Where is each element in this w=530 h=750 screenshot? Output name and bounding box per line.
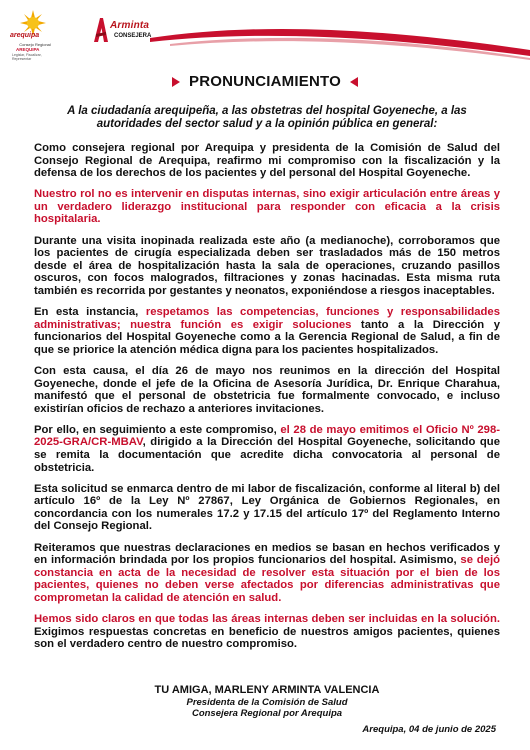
paragraph-9 xyxy=(34,613,500,651)
paragraph-4-text-a: En esta instancia, xyxy=(34,306,146,319)
paragraph-7: Esta solicitud se enmarca dentro de mi labor de fiscalización, conforme al literal b) del artículo 16º de la Ley Nº 27867, Ley Orgánica de Gobiernos Regionales, en concordancia con los numerales 17.2 y 17.15 del artículo 17º del Reglamento Interno del Consejo Regional. xyxy=(34,482,500,533)
header-swoosh-graphic xyxy=(0,0,530,62)
logo-line-2: AREQUIPA xyxy=(16,47,40,52)
paragraph-9-text-b: Exigimos respuestas concretas en beneficio de nuestros amigos pacientes, quienes son el verdadero centro de nuestro compromiso. xyxy=(34,625,500,651)
paragraph-9-highlight: Hemos sido claros en que todas las áreas internas deben ser incluidas en la solución. xyxy=(34,613,500,625)
triangle-left-icon xyxy=(350,77,358,87)
paragraph-3: Durante una visita inopinada realizada este año (a medianoche), corroboramos que los pacientes de cirugía especializada deben ser trasladados más de 150 metros desde el área de hospitalización hasta la sala de operaciones, cruzando pasillos oscuros, con focos malogrados, filtraciones y zonas hacinadas. Esta misma ruta también es recorrida por gestantes y neonatos, exponiéndose a riesgos inaceptables. xyxy=(34,234,500,297)
signatory-role-2: Consejera Regional por Arequipa xyxy=(191,708,343,719)
addressee-intro: A la ciudadanía arequipeña, a las obstetras del hospital Goyeneche, a las autoridades del sector salud y a la opinión pública en general: xyxy=(67,105,467,130)
paragraph-6 xyxy=(34,424,500,474)
paragraph-5: Con esta causa, el día 26 de mayo nos reunimos en la dirección del Hospital Goyeneche, donde el jefe de la Oficina de Asesoría Jurídica, Dr. Enrique Charahua, manifestó que el personal de obstetricia fue formalmente convocado, e incluso existirían oficios de rechazo a anteriores invitaciones. xyxy=(34,364,500,415)
paragraph-8 xyxy=(34,542,500,605)
logo-wordmark: arequipa xyxy=(10,32,40,39)
paragraph-1: Como consejera regional por Arequipa y presidenta de la Comisión de Salud del Consejo Regional de Arequipa, reafirmo mi compromiso con la fiscalización y la defensa de los derechos de los pacientes y del personal del Hospital Goyeneche. xyxy=(34,142,500,180)
triangle-right-icon xyxy=(172,77,180,87)
paragraph-2: Nuestro rol no es intervenir en disputas internas, sino exigir articulación entre áreas y un verdadero liderazgo institucional para responder con eficacia a la crisis hospitalaria. xyxy=(34,188,500,226)
paragraph-4 xyxy=(34,306,500,356)
signature-block xyxy=(128,683,406,719)
letterhead xyxy=(0,0,530,61)
paragraph-6-highlight: el 28 de mayo emitimos el Oficio Nº 298-2025-GRA/CR-MBAV xyxy=(34,423,500,449)
logo-line-1: Consejo Regional xyxy=(19,42,51,47)
arminta-role: CONSEJERA xyxy=(114,33,152,39)
document-title-row xyxy=(0,73,530,93)
arminta-logo xyxy=(92,14,162,50)
arminta-name: Arminta xyxy=(110,20,150,31)
paragraph-6-text-c: , dirigido a la Dirección del Hospital Goyeneche, solicitando que se remita la documentación que acredite dicha convocatoria al personal de obstetricia. xyxy=(34,436,500,474)
document-body xyxy=(34,142,500,659)
arminta-mark-icon xyxy=(92,16,110,44)
paragraph-6-text-a: Por ello, en seguimiento a este compromiso, xyxy=(34,423,281,436)
paragraph-4-text-c: tanto a la Dirección y funcionarios del Hospital Goyeneche como a la Gerencia Regional de Salud, a fin de que se priorice la atención médica digna para los pacientes hospitalizados. xyxy=(34,318,500,356)
signatory-role-1: Presidenta de la Comisión de Salud xyxy=(186,697,348,708)
paragraph-8-highlight: se dejó constancia en acta de la necesidad de resolver esta situación por el bien de los pacientes, quienes no deben verse afectados por diferencias administrativas que comprometan la calidad de atención en salud. xyxy=(34,554,500,604)
regional-council-logo xyxy=(8,10,60,61)
document-date: Arequipa, 04 de junio de 2025 xyxy=(362,724,496,735)
logo-line-3: Legislar, Fiscalizar, Representar xyxy=(12,53,42,61)
signatory-name: TU AMIGA, MARLENY ARMINTA VALENCIA xyxy=(154,684,380,696)
document-title: PRONUNCIAMIENTO xyxy=(189,73,341,91)
paragraph-4-highlight: respetamos las competencias, funciones y responsabilidades administrativas; nuestra función es exigir soluciones xyxy=(34,306,500,331)
paragraph-8-text-a: Reiteramos que nuestras declaraciones en medios se basan en hechos verificados y en información brindada por los propios funcionarios del hospital. Asimismo, xyxy=(34,541,500,567)
